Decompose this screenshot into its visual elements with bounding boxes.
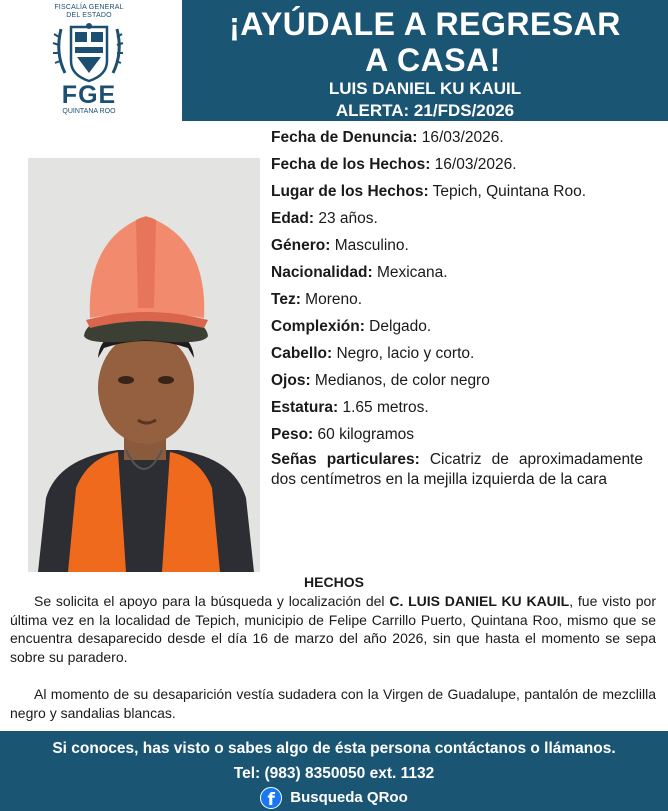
detail-value: Mexicana.: [372, 264, 448, 281]
detail-value: 23 años.: [314, 210, 378, 227]
hechos-paragraph: [10, 592, 656, 666]
hechos-title: HECHOS: [304, 574, 364, 590]
detail-label: Cabello:: [271, 345, 333, 362]
detail-fecha-hechos: [271, 151, 643, 178]
hechos-text-start: Se solicita el apoyo para la búsqueda y localización del: [34, 593, 390, 609]
logo-org-line2: DEL ESTADO: [66, 12, 112, 19]
detail-edad: [271, 205, 643, 232]
header-banner: [182, 0, 668, 121]
detail-value: Negro, lacio y corto.: [332, 345, 475, 362]
detail-tez: [271, 286, 643, 313]
title-line1: ¡AYÚDALE A REGRESAR: [229, 6, 621, 42]
detail-label: Género:: [271, 237, 331, 254]
detail-nacionalidad: [271, 259, 643, 286]
detail-value: Masculino.: [330, 237, 409, 254]
detail-label: Fecha de los Hechos:: [271, 156, 431, 173]
detail-fecha-denuncia: [271, 124, 643, 151]
title-line2: A CASA!: [365, 42, 501, 78]
person-name: LUIS DANIEL KU KAUIL: [328, 79, 522, 98]
social-account[interactable]: Busqueda QRoo: [290, 789, 408, 806]
logo-state: QUINTANA ROO: [62, 108, 116, 115]
detail-complexion: [271, 313, 643, 340]
detail-value: 16/03/2026.: [430, 156, 517, 173]
detail-lugar-hechos: [271, 178, 643, 205]
contact-phone[interactable]: Tel: (983) 8350050 ext. 1132: [233, 765, 435, 782]
detail-senas-particulares: [271, 450, 643, 490]
detail-value: 1.65 metros.: [338, 399, 429, 416]
facebook-icon: f: [260, 787, 282, 809]
fge-logo: [30, 4, 148, 122]
detail-label: Complexión:: [271, 318, 365, 335]
detail-label: Nacionalidad:: [271, 264, 373, 281]
detail-value: Medianos, de color negro: [310, 372, 490, 389]
detail-label: Ojos:: [271, 372, 311, 389]
detail-cabello: [271, 340, 643, 367]
alert-code: ALERTA: 21/FDS/2026: [335, 101, 515, 120]
detail-value: Cicatriz de aproximadamente dos centímetros en la mejilla izquierda de la cara: [271, 451, 643, 488]
contact-message: Si conoces, has visto o sabes algo de ésta persona contáctanos o llámanos.: [52, 740, 616, 757]
detail-value: Tepich, Quintana Roo.: [428, 183, 587, 200]
contact-footer: [0, 731, 668, 811]
person-photo-illustration: [28, 158, 260, 572]
logo-acronym: FGE: [61, 81, 117, 109]
detail-label: Estatura:: [271, 399, 339, 416]
detail-label: Peso:: [271, 426, 314, 443]
detail-peso: [271, 421, 643, 448]
detail-label: Señas particulares:: [271, 451, 420, 468]
detail-label: Edad:: [271, 210, 315, 227]
hechos-person-name: C. LUIS DANIEL KU KAUIL: [389, 593, 570, 609]
detail-label: Tez:: [271, 291, 301, 308]
detail-value: Moreno.: [300, 291, 363, 308]
detail-ojos: [271, 367, 643, 394]
detail-label: Fecha de Denuncia:: [271, 129, 418, 146]
logo-org-line1: FISCALÍA GENERAL: [54, 4, 124, 11]
hechos-text-end: , fue visto por última vez en la localidad de Tepich, municipio de Felipe Carrillo Puerto, Quintana Roo, mismo que se encuentra desaparecido desde el día 16 de marzo del año 2026, sin que hasta el momento se sepa sobre su paradero.: [10, 593, 656, 665]
details-list: [271, 124, 643, 490]
detail-value: 16/03/2026.: [417, 129, 504, 146]
detail-label: Lugar de los Hechos:: [271, 183, 429, 200]
clothing-paragraph: Al momento de su desaparición vestía sudadera con la Virgen de Guadalupe, pantalón de mezclilla negro y sandalias blancas.: [10, 686, 656, 721]
detail-value: 60 kilogramos: [313, 426, 415, 443]
detail-value: Delgado.: [364, 318, 432, 335]
detail-estatura: [271, 394, 643, 421]
person-photo: [28, 158, 260, 572]
detail-genero: [271, 232, 643, 259]
coat-of-arms-icon: [51, 23, 127, 85]
social-link[interactable]: [0, 787, 668, 809]
